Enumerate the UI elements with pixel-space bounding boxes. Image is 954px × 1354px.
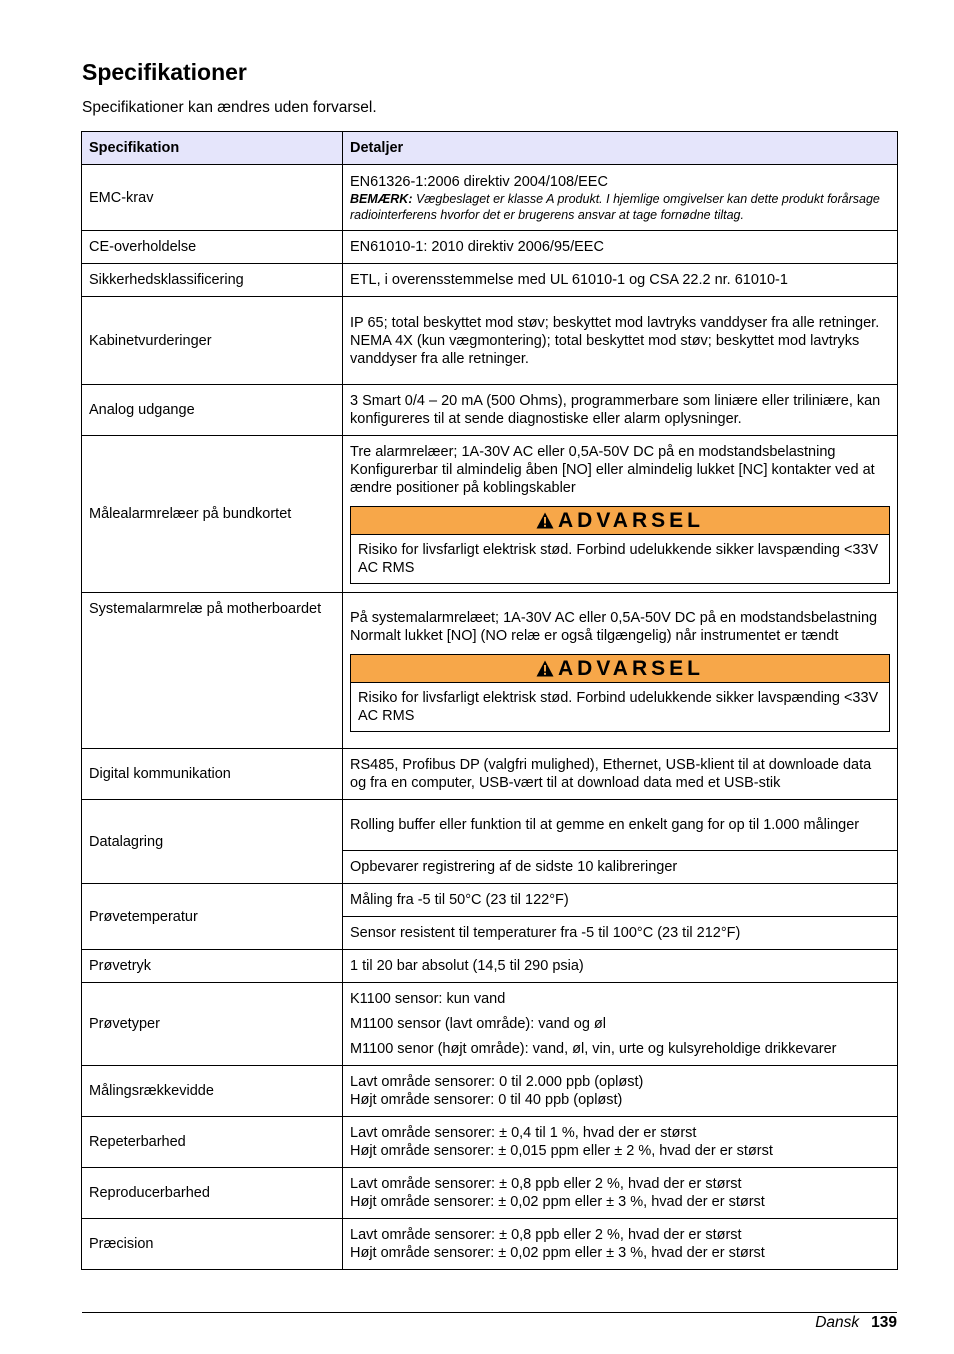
note-text: Vægbeslaget er klasse A produkt. I hjemlige omgivelser kan dette produkt forårsage radiointerferens hvorfor det er brugerens ansvar at tage fornødne tiltag. <box>350 191 880 222</box>
specifications-table <box>81 131 898 1270</box>
range-low: Lavt område sensorer: 0 til 2.000 ppb (opløst) <box>350 1074 644 1090</box>
row-label: Kabinetvurderinger <box>82 297 343 385</box>
precision-low: Lavt område sensorer: ± 0,8 ppb eller 2 %, hvad der er størst <box>350 1227 742 1243</box>
row-value <box>343 165 898 231</box>
table-row-range <box>82 1066 898 1117</box>
table-row-precision <box>82 1219 898 1270</box>
row-value <box>343 983 898 1066</box>
nema-rating: NEMA 4X (kun vægmontering); total beskyttet mod støv; beskyttet mod lavtryks vanddyser fra alle retninger. <box>350 332 860 367</box>
relay-config: Konfigurerbar til almindelig åben [NO] eller almindelig lukket [NC] kontakter ved at ændre positioner på koblingskabler <box>350 462 875 496</box>
range-high: Højt område sensorer: 0 til 40 ppb (opløst) <box>350 1092 623 1108</box>
row-label: Prøvetemperatur <box>82 884 343 950</box>
relay-spec: Tre alarmrelæer; 1A-30V AC eller 0,5A-50V DC på en modstandsbelastning <box>350 444 836 460</box>
table-row-analog <box>82 385 898 436</box>
row-value: Måling fra -5 til 50°C (23 til 122°F) <box>343 884 898 917</box>
row-label: CE-overholdelse <box>82 231 343 264</box>
footer-divider <box>82 1312 897 1313</box>
row-label: Systemalarmrelæ på motherboardet <box>82 593 343 749</box>
ip-rating: IP 65; total beskyttet mod støv; beskyttet mod lavtryks vanddyser fra alle retninger. <box>350 314 880 331</box>
table-row-motherboard-relay <box>82 593 898 749</box>
row-value <box>343 436 898 593</box>
row-value: EN61010-1: 2010 direktiv 2006/95/EEC <box>343 231 898 264</box>
repro-low: Lavt område sensorer: ± 0,8 ppb eller 2 %, hvad der er størst <box>350 1176 742 1192</box>
table-header-row <box>82 132 898 165</box>
row-value <box>343 1168 898 1219</box>
row-value <box>343 593 898 749</box>
warning-box <box>350 506 890 584</box>
relay-spec: På systemalarmrelæet; 1A-30V AC eller 0,5A-50V DC på en modstandsbelastning <box>350 609 878 626</box>
warning-header <box>351 507 889 535</box>
table-row-ce <box>82 231 898 264</box>
table-row-reproducibility <box>82 1168 898 1219</box>
warning-title: ADVARSEL <box>558 656 704 680</box>
row-value <box>343 1117 898 1168</box>
table-row-safety <box>82 264 898 297</box>
note-label: BEMÆRK: <box>350 191 413 206</box>
row-value: Opbevarer registrering af de sidste 10 kalibreringer <box>343 851 898 884</box>
row-label: Prøvetyper <box>82 983 343 1066</box>
row-value: ETL, i overensstemmelse med UL 61010-1 og CSA 22.2 nr. 61010-1 <box>343 264 898 297</box>
table-row-pressure <box>82 950 898 983</box>
row-label: Repeterbarhed <box>82 1117 343 1168</box>
header-details: Detaljer <box>343 132 898 165</box>
table-row-repeatability <box>82 1117 898 1168</box>
table-row-temperature <box>82 884 898 917</box>
page-number: 139 <box>871 1314 897 1331</box>
row-label: Sikkerhedsklassificering <box>82 264 343 297</box>
emc-standard: EN61326-1:2006 direktiv 2004/108/EEC <box>350 173 608 190</box>
warning-text: Risiko for livsfarligt elektrisk stød. Forbind udelukkende sikker lavspænding <33V AC RMS <box>358 689 879 724</box>
row-value: Rolling buffer eller funktion til at gemme en enkelt gang for op til 1.000 målinger <box>343 800 898 851</box>
table-row-enclosure <box>82 297 898 385</box>
precision-high: Højt område sensorer: ± 0,02 ppm eller ± 3 %, hvad der er størst <box>350 1245 765 1261</box>
row-label: Analog udgange <box>82 385 343 436</box>
row-value: 3 Smart 0/4 – 20 mA (500 Ohms), programmerbare som liniære eller triliniære, kan konfigureres til at sende diagnostiske eller alarm oplysninger. <box>343 385 898 436</box>
table-row-emc <box>82 165 898 231</box>
row-value <box>343 1219 898 1270</box>
page-footer <box>815 1313 897 1333</box>
sample-type-k1100: K1100 sensor: kun vand <box>350 990 506 1007</box>
warning-box <box>350 654 890 732</box>
repro-high: Højt område sensorer: ± 0,02 ppm eller ± 3 %, hvad der er størst <box>350 1194 765 1210</box>
row-label: Målingsrækkevidde <box>82 1066 343 1117</box>
sample-type-m1100-low: M1100 sensor (lavt område): vand og øl <box>350 1015 607 1032</box>
intro-text: Specifikationer kan ændres uden forvarsel. <box>82 99 377 116</box>
row-value <box>343 1066 898 1117</box>
repeat-low: Lavt område sensorer: ± 0,4 til 1 %, hvad der er størst <box>350 1125 697 1141</box>
warning-text: Risiko for livsfarligt elektrisk stød. Forbind udelukkende sikker lavspænding <33V AC RMS <box>358 542 879 576</box>
relay-state: Normalt lukket [NO] (NO relæ er også tilgængelig) når instrumentet er tændt <box>350 627 839 644</box>
table-row-sample-types <box>82 983 898 1066</box>
row-label: Datalagring <box>82 800 343 884</box>
warning-header <box>351 655 889 683</box>
emc-note <box>350 191 890 223</box>
row-label: Målealarmrelæer på bundkortet <box>82 436 343 593</box>
warning-triangle-icon <box>536 660 554 677</box>
row-label: Præcision <box>82 1219 343 1270</box>
row-value: 1 til 20 bar absolut (14,5 til 290 psia) <box>343 950 898 983</box>
header-specification: Specifikation <box>82 132 343 165</box>
row-value: Sensor resistent til temperaturer fra -5 til 100°C (23 til 212°F) <box>343 917 898 950</box>
footer-language: Dansk <box>815 1314 860 1331</box>
repeat-high: Højt område sensorer: ± 0,015 ppm eller ± 2 %, hvad der er størst <box>350 1143 773 1159</box>
warning-title: ADVARSEL <box>558 509 704 532</box>
row-value <box>343 297 898 385</box>
table-row-digital <box>82 749 898 800</box>
warning-triangle-icon <box>536 512 554 529</box>
table-row-board-relay <box>82 436 898 593</box>
row-label: EMC-krav <box>82 165 343 231</box>
row-label: Digital kommunikation <box>82 749 343 800</box>
row-label: Reproducerbarhed <box>82 1168 343 1219</box>
page-title: Specifikationer <box>82 59 247 85</box>
table-row-storage <box>82 800 898 851</box>
row-value: RS485, Profibus DP (valgfri mulighed), Ethernet, USB-klient til at downloade data og fra en computer, USB-vært til at download data med et USB-stik <box>343 749 898 800</box>
sample-type-m1100-high: M1100 senor (højt område): vand, øl, vin, urte og kulsyreholdige drikkevarer <box>350 1040 837 1057</box>
row-label: Prøvetryk <box>82 950 343 983</box>
